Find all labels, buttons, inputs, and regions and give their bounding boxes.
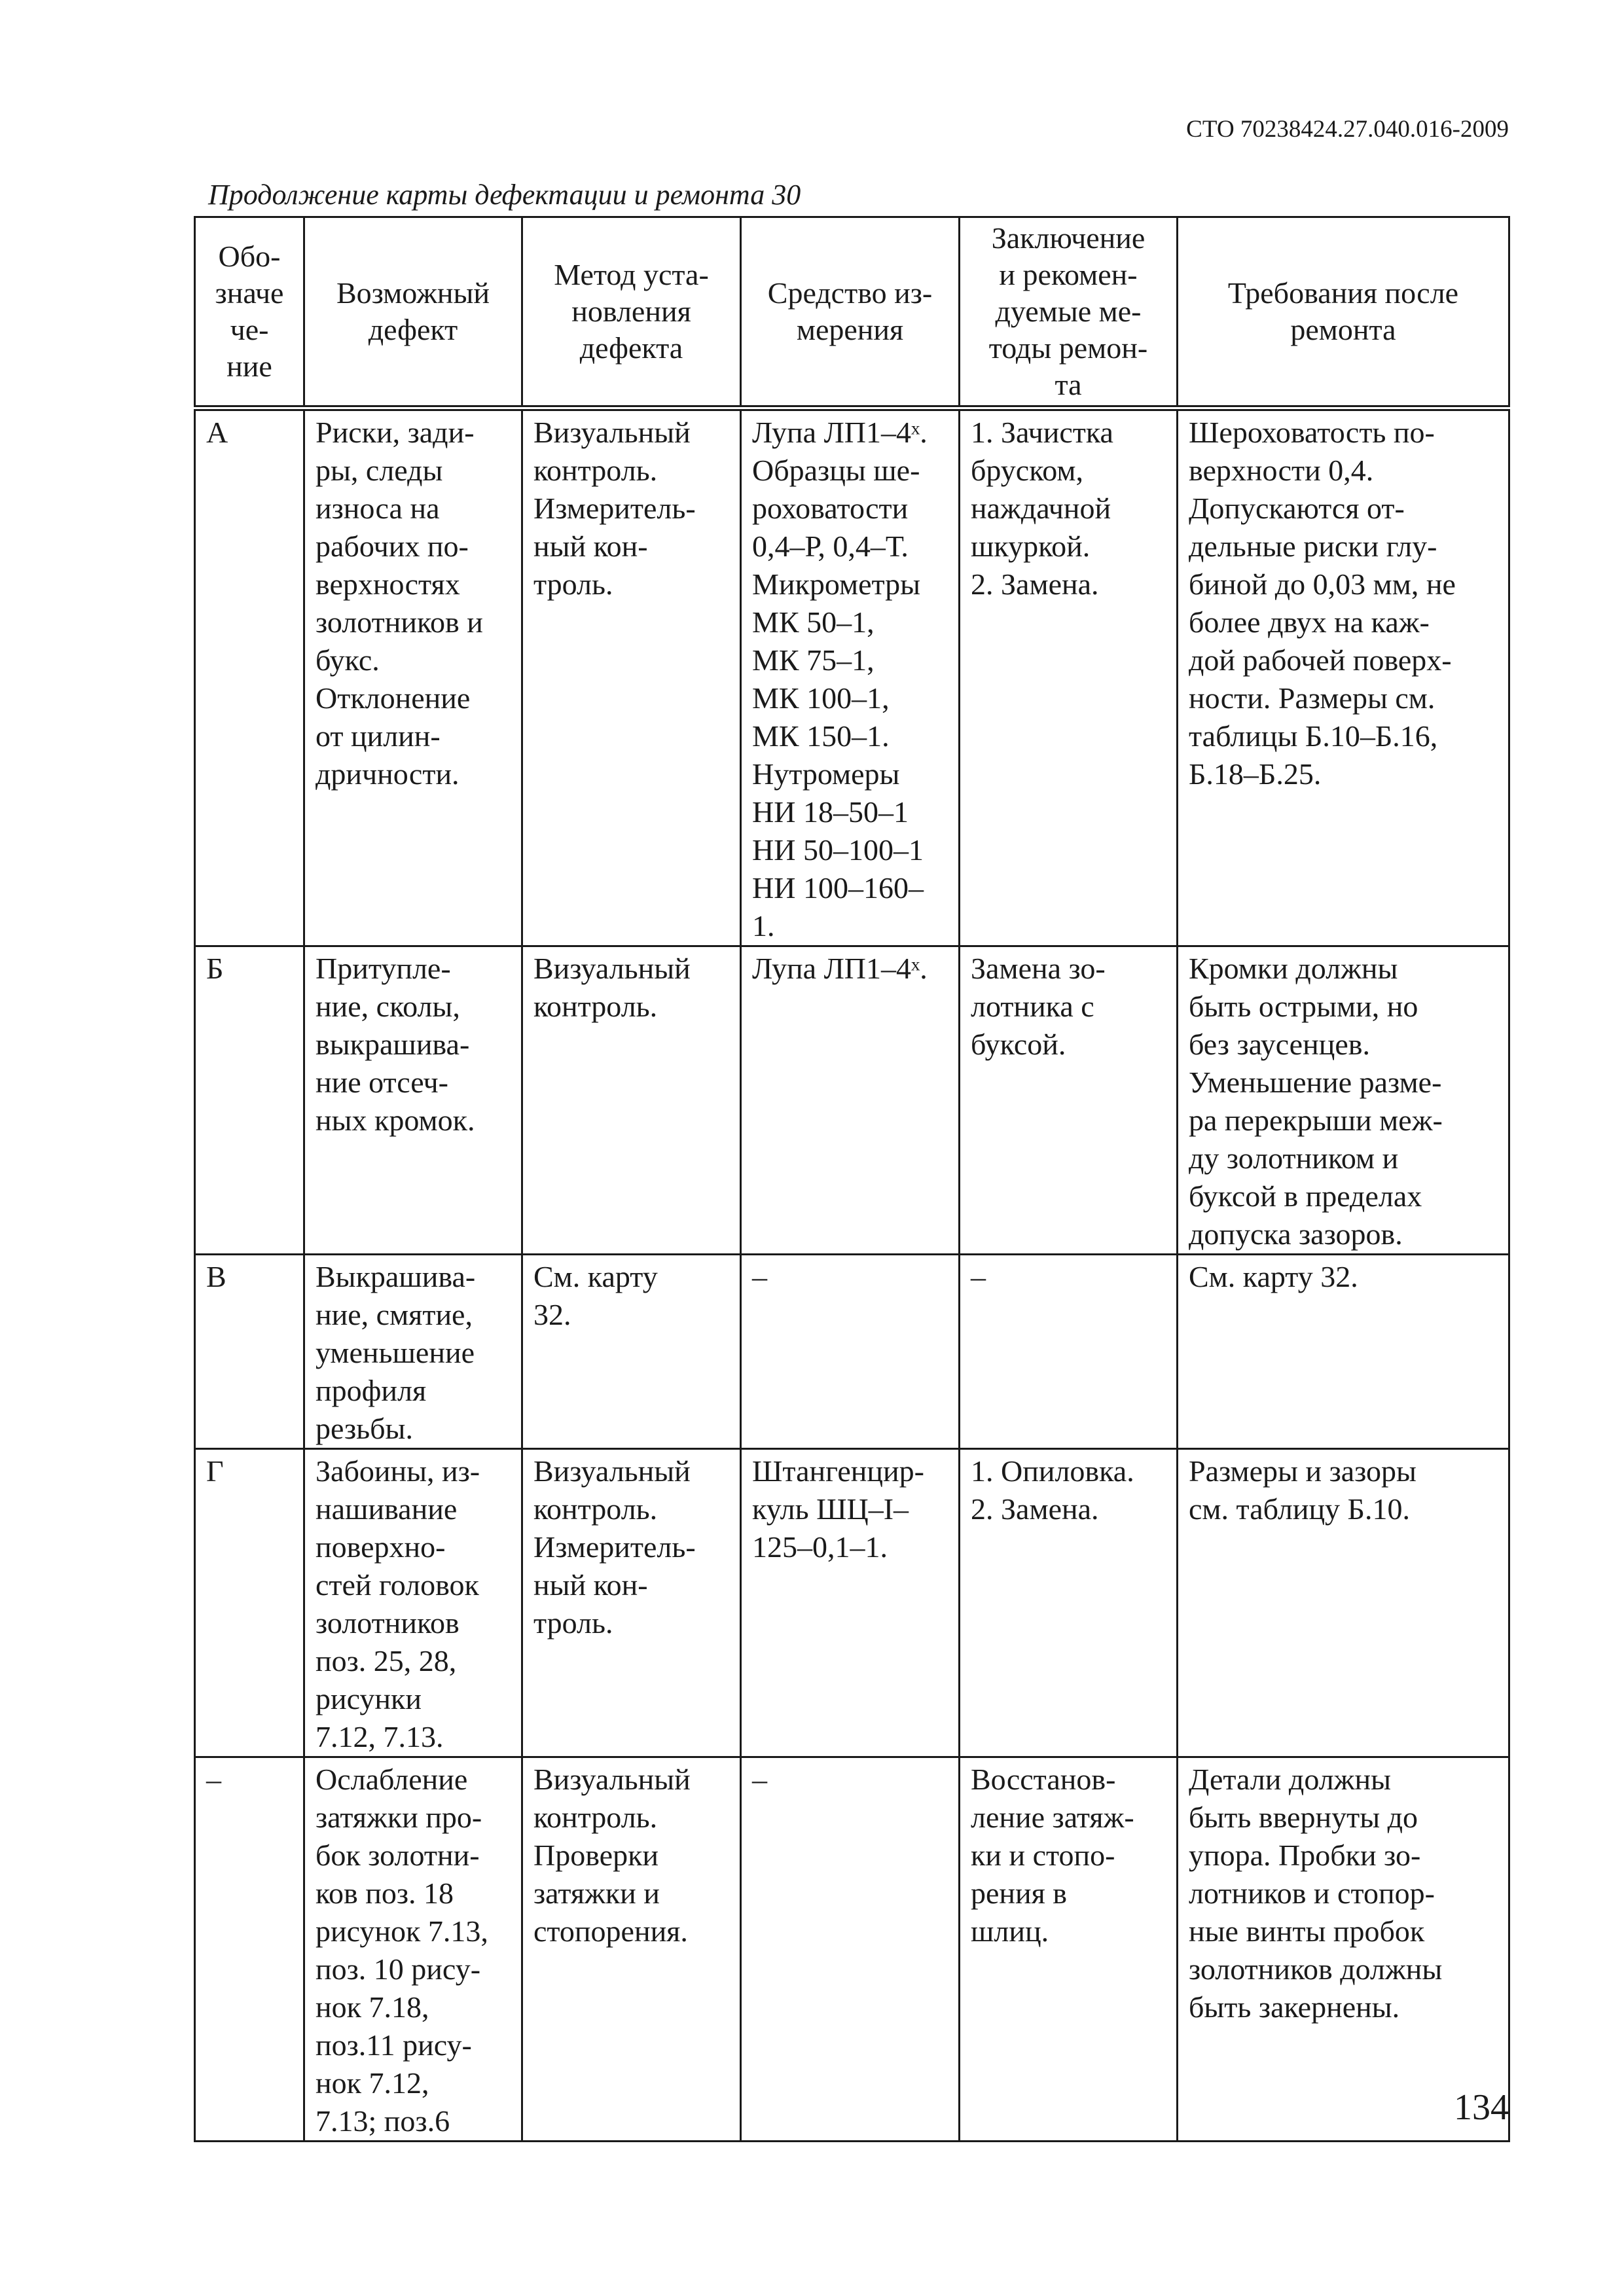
cell-designation: А (195, 408, 304, 946)
cell-conclusion: Замена зо- лотника с буксой. (960, 946, 1178, 1255)
table-row (195, 408, 1509, 946)
cell-defect: Притупле- ние, сколы, выкрашива- ние отсеч- ных кромок. (304, 946, 522, 1255)
cell-conclusion: 1. Зачистка бруском, наждачной шкуркой. 2. Замена. (960, 408, 1178, 946)
cell-requirements: См. карту 32. (1178, 1255, 1509, 1449)
table-caption: Продолжение карты дефектации и ремонта 30 (208, 179, 801, 211)
cell-defect: Забоины, из- нашивание поверхно- стей головок золотников поз. 25, 28, рисунки 7.12, 7.13. (304, 1449, 522, 1757)
cell-requirements: Размеры и зазоры см. таблицу Б.10. (1178, 1449, 1509, 1757)
column-header-requirements: Требования после ремонта (1178, 217, 1509, 408)
cell-measuring-tool: – (741, 1255, 960, 1449)
cell-requirements: Кромки должны быть острыми, но без заусенцев. Уменьшение разме- ра перекрыши меж- ду золотником и буксой в пределах допуска зазоров. (1178, 946, 1509, 1255)
table-row (195, 1449, 1509, 1757)
cell-measuring-tool: Штангенцир- куль ШЦ–I– 125–0,1–1. (741, 1449, 960, 1757)
cell-defect: Выкрашива- ние, смятие, уменьшение профиля резьбы. (304, 1255, 522, 1449)
cell-designation: Б (195, 946, 304, 1255)
cell-method: Визуальный контроль. Проверки затяжки и стопорения. (522, 1757, 741, 2142)
column-header-conclusion: Заключение и рекомен- дуемые ме- тоды ремон- та (960, 217, 1178, 408)
cell-designation: Г (195, 1449, 304, 1757)
cell-conclusion: 1. Опиловка. 2. Замена. (960, 1449, 1178, 1757)
cell-defect: Риски, зади- ры, следы износа на рабочих по- верхностях золотников и букс. Отклонение от цилин- дричности. (304, 408, 522, 946)
cell-method: Визуальный контроль. (522, 946, 741, 1255)
cell-requirements: Шероховатость по- верхности 0,4. Допускаются от- дельные риски глу- биной до 0,03 мм, не более двух на каж- дой рабочей поверх- ности. Размеры см. таблицы Б.10–Б.16, Б.18–Б.25. (1178, 408, 1509, 946)
cell-method: См. карту 32. (522, 1255, 741, 1449)
page-number: 134 (1454, 2087, 1509, 2128)
cell-measuring-tool: Лупа ЛП1–4ˣ. (741, 946, 960, 1255)
table-row (195, 946, 1509, 1255)
cell-method: Визуальный контроль. Измеритель- ный кон- троль. (522, 408, 741, 946)
cell-requirements: Детали должны быть ввернуты до упора. Пробки зо- лотников и стопор- ные винты пробок золотников должны быть закернены. (1178, 1757, 1509, 2142)
cell-conclusion: – (960, 1255, 1178, 1449)
cell-measuring-tool: Лупа ЛП1–4ˣ. Образцы ше- роховатости 0,4–Р, 0,4–Т. Микрометры МК 50–1, МК 75–1, МК 100–1, МК 150–1. Нутромеры НИ 18–50–1 НИ 50–100–1 НИ 100–160– 1. (741, 408, 960, 946)
table-header-row (195, 217, 1509, 408)
cell-defect: Ослабление затяжки про- бок золотни- ков поз. 18 рисунок 7.13, поз. 10 рису- нок 7.18, поз.11 рису- нок 7.12, 7.13; поз.6 (304, 1757, 522, 2142)
cell-designation: – (195, 1757, 304, 2142)
cell-conclusion: Восстанов- ление затяж- ки и стопо- рения в шлиц. (960, 1757, 1178, 2142)
column-header-designation: Обо- значе че- ние (195, 217, 304, 408)
cell-method: Визуальный контроль. Измеритель- ный кон- троль. (522, 1449, 741, 1757)
cell-designation: В (195, 1255, 304, 1449)
column-header-measuring-tool: Средство из- мерения (741, 217, 960, 408)
cell-measuring-tool: – (741, 1757, 960, 2142)
defect-repair-table (194, 216, 1510, 2142)
column-header-defect: Возможный дефект (304, 217, 522, 408)
column-header-method: Метод уста- новления дефекта (522, 217, 741, 408)
document-code: СТО 70238424.27.040.016-2009 (1186, 116, 1509, 143)
table-row (195, 1255, 1509, 1449)
table-row (195, 1757, 1509, 2142)
